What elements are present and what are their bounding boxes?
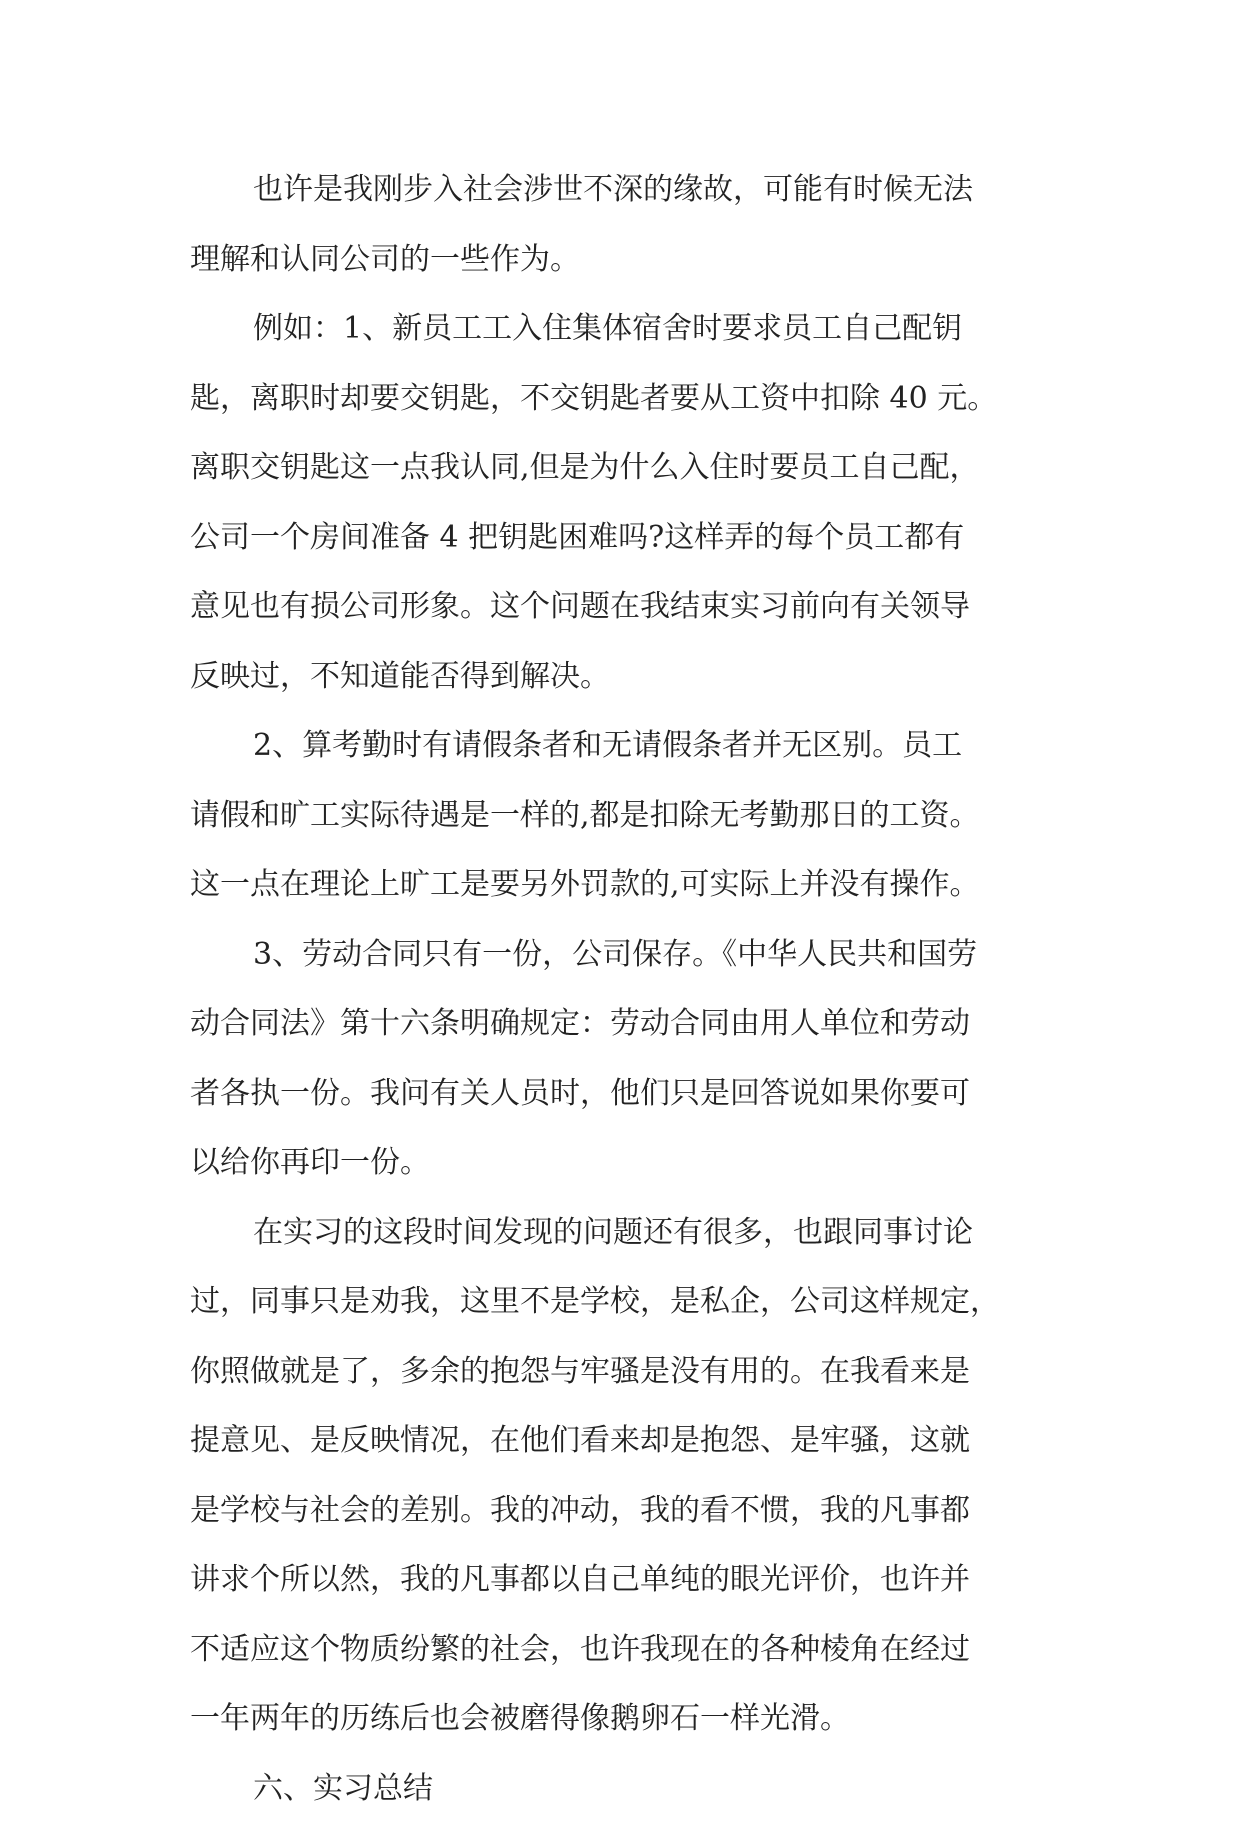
text-line: 这一点在理论上旷工是要另外罚款的,可实际上并没有操作。: [190, 850, 1050, 920]
text-line: 理解和认同公司的一些作为。: [190, 225, 1050, 295]
text-line: 不适应这个物质纷繁的社会，也许我现在的各种棱角在经过: [190, 1615, 1050, 1685]
text-line: 公司一个房间准备 4 把钥匙困难吗?这样弄的每个员工都有: [190, 503, 1050, 573]
text-line: 3、劳动合同只有一份，公司保存。《中华人民共和国劳: [190, 920, 1050, 990]
text-line: 过，同事只是劝我，这里不是学校，是私企，公司这样规定，: [190, 1267, 1050, 1337]
document-body: [190, 155, 1050, 1823]
text-line: 动合同法》第十六条明确规定：劳动合同由用人单位和劳动: [190, 989, 1050, 1059]
text-line: 匙，离职时却要交钥匙，不交钥匙者要从工资中扣除 40 元。: [190, 364, 1050, 434]
text-line: 是学校与社会的差别。我的冲动，我的看不惯，我的凡事都: [190, 1476, 1050, 1546]
text-line: 也许是我刚步入社会涉世不深的缘故，可能有时候无法: [190, 155, 1050, 225]
text-line: 意见也有损公司形象。这个问题在我结束实习前向有关领导: [190, 572, 1050, 642]
text-line: 六、实习总结: [190, 1754, 1050, 1823]
text-line: 离职交钥匙这一点我认同,但是为什么入住时要员工自己配，: [190, 433, 1050, 503]
text-line: 反映过，不知道能否得到解决。: [190, 642, 1050, 712]
text-line: 请假和旷工实际待遇是一样的,都是扣除无考勤那日的工资。: [190, 781, 1050, 851]
text-line: 2、算考勤时有请假条者和无请假条者并无区别。员工: [190, 711, 1050, 781]
text-line: 在实习的这段时间发现的问题还有很多，也跟同事讨论: [190, 1198, 1050, 1268]
text-line: 一年两年的历练后也会被磨得像鹅卵石一样光滑。: [190, 1684, 1050, 1754]
text-line: 提意见、是反映情况，在他们看来却是抱怨、是牢骚，这就: [190, 1406, 1050, 1476]
text-line: 以给你再印一份。: [190, 1128, 1050, 1198]
text-line: 讲求个所以然，我的凡事都以自己单纯的眼光评价，也许并: [190, 1545, 1050, 1615]
text-line: 例如：1、新员工工入住集体宿舍时要求员工自己配钥: [190, 294, 1050, 364]
text-line: 者各执一份。我问有关人员时，他们只是回答说如果你要可: [190, 1059, 1050, 1129]
text-line: 你照做就是了，多余的抱怨与牢骚是没有用的。在我看来是: [190, 1337, 1050, 1407]
